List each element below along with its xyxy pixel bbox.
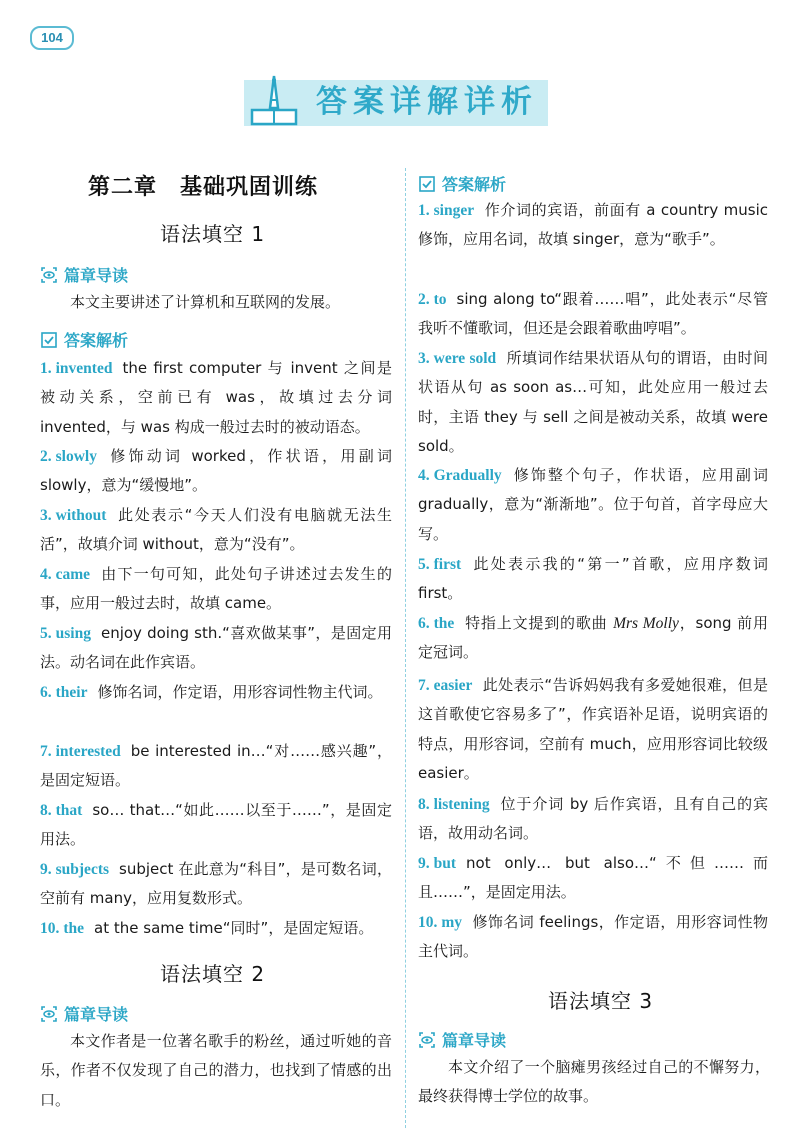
answer-word: Gradually [433,467,502,484]
answer-key [418,202,474,219]
answer-key [40,507,106,524]
answer-key [40,743,121,760]
answer-word: using [55,625,91,642]
explanation-text: subject 在此意为“科目”，是可数名词，空前有 many，应用复数形式。 [40,860,392,908]
answer-key [40,625,91,642]
answer-key [418,556,461,573]
answer-number: 9. [418,855,430,872]
answer-word: first [433,556,462,573]
answer-word: listening [433,796,490,813]
answer-item [418,344,768,462]
answer-number: 5. [418,556,430,573]
answer-item [418,550,768,609]
answer-word: subjects [55,861,110,878]
answer-word: to [433,291,447,308]
explanation-text: not only… but also…“不但……而且……”，是固定用法。 [418,854,768,902]
answer-item [418,849,768,908]
page-number: 104 [30,26,74,50]
answer-word: that [55,802,83,819]
answer-key [418,467,502,484]
answers-heading-left [40,328,128,351]
answer-key [40,802,82,819]
guide-text-2: 本文作者是一位著名歌手的粉丝，通过听她的音乐，作者不仅发现了自己的潜力，也找到了情感的出口。 [40,1032,392,1109]
section-title-3: 语法填空 3 [548,989,654,1013]
answer-key [40,920,84,937]
section-title-2: 语法填空 2 [160,962,266,986]
explanation-text: sing along to“跟着……唱”，此处表示“尽管我听不懂歌词，但还是会跟着歌曲哼唱”。 [418,290,768,338]
guide-text-1: 本文主要讲述了计算机和互联网的发展。 [70,293,341,311]
answer-word: were sold [433,350,497,367]
answer-word: invented [55,360,113,377]
explanation-text: 修饰名词 feelings，作定语，用形容词性物主代词。 [418,913,768,961]
guide-heading-2 [40,1002,128,1025]
eye-icon [418,1031,436,1049]
answer-word: my [441,914,463,931]
answer-word: the [63,920,85,937]
chapter-title: 第二章 基础巩固训练 [88,175,319,200]
answer-key [418,855,456,872]
explanation-text: 此处表示“告诉妈妈我有多爱她很难，但是这首歌使它容易多了”，作宾语补足语，说明宾语的特点，用形容词，空前有 much，应用形容词比较级 easier。 [418,676,768,783]
answer-key [40,360,112,377]
answers-label-left: 答案解析 [64,331,129,350]
answer-key [418,796,490,813]
answer-number: 4. [418,467,430,484]
answer-key [418,615,454,632]
book-pencil-icon [248,70,300,130]
answer-number: 6. [40,684,52,701]
answer-item [40,737,392,796]
answer-item [40,501,392,560]
answer-number: 8. [418,796,430,813]
answer-key [40,861,109,878]
answer-item [40,855,392,914]
answers-label-right: 答案解析 [442,175,507,194]
answer-key [418,291,447,308]
answer-item [418,790,768,849]
answer-word: the [433,615,455,632]
guide-label-1: 篇章导读 [64,266,129,285]
answer-item [40,678,392,707]
answer-number: 1. [418,202,430,219]
answer-number: 5. [40,625,52,642]
explanation-after: ，song 前用定冠词。 [418,614,768,662]
answer-number: 7. [418,677,430,694]
answer-number: 8. [40,802,52,819]
answer-item [40,914,392,943]
explanation-text: the first computer 与 invent 之间是被动关系，空前已有 was，故填过去分词 invented，与 was 构成一般过去时的被动语态。 [40,359,392,436]
answer-key [40,684,87,701]
answer-item [40,354,392,442]
answer-item [40,796,392,855]
explanation-text: 由下一句可知，此处句子讲述过去发生的事，应用一般过去时，故填 came。 [40,565,392,613]
guide-label-3: 篇章导读 [442,1031,507,1050]
answer-item [40,560,392,619]
answer-number: 6. [418,615,430,632]
answer-item [418,609,768,668]
answer-key [40,448,97,465]
answer-number: 9. [40,861,52,878]
section-title-1: 语法填空 1 [160,222,266,246]
answer-item [418,196,768,255]
answers-heading-right [418,172,506,195]
answer-word: easier [433,677,473,694]
answer-number: 7. [40,743,52,760]
answer-key [418,677,472,694]
header-title: 答案详解详析 [316,84,538,120]
guide-heading-3 [418,1028,506,1051]
explanation-text: so… that…“如此……以至于……”，是固定用法。 [40,801,392,849]
checkbox-icon [40,331,58,349]
answer-word: came [55,566,91,583]
answer-number: 1. [40,360,52,377]
answer-word: without [55,507,107,524]
answer-number: 2. [418,291,430,308]
guide-heading-1 [40,263,128,286]
column-divider [405,168,406,1128]
explanation-text: 此处表示“今天人们没有电脑就无法生活”，故填介词 without，意为“没有”。 [40,506,392,554]
answer-item [418,908,768,967]
answer-item [418,671,768,789]
checkbox-icon [418,175,436,193]
explanation-text: enjoy doing sth.“喜欢做某事”，是固定用法。动名词在此作宾语。 [40,624,392,672]
answer-number: 3. [40,507,52,524]
eye-icon [40,1005,58,1023]
answer-key [40,566,90,583]
answer-key [418,914,462,931]
answer-item [418,285,768,344]
explanation-italic: Mrs Molly [613,615,679,632]
explanation-text: be interested in…“对……感兴趣”，是固定短语。 [40,742,392,790]
guide-label-2: 篇章导读 [64,1005,129,1024]
explanation-before: 特指上文提到的歌曲 [464,614,614,632]
answer-key [418,350,496,367]
answer-word: interested [55,743,121,760]
explanation-text: at the same time“同时”，是固定短语。 [94,919,374,937]
answer-number: 10. [418,914,438,931]
answer-number: 10. [40,920,60,937]
explanation-text: 所填词作结果状语从句的谓语，由时间状语从句 as soon as…可知，此处应用一般过去时，主语 they 与 sell 之间是被动关系，故填 were sold。 [418,349,768,456]
answer-item [40,619,392,678]
explanation-text: 此处表示我的“第一”首歌，应用序数词 first。 [418,555,768,603]
answer-item [418,461,768,549]
guide-text-3: 本文介绍了一个脑瘫男孩经过自己的不懈努力，最终获得博士学位的故事。 [418,1058,770,1106]
answer-number: 3. [418,350,430,367]
answer-word: slowly [55,448,97,465]
explanation-text: 作介词的宾语，前面有 a country music 修饰，应用名词，故填 singer，意为“歌手”。 [418,201,768,249]
explanation-text: 修饰名词，作定语，用形容词性物主代词。 [97,683,383,701]
answer-word: but [433,855,457,872]
answer-number: 2. [40,448,52,465]
answer-word: singer [433,202,475,219]
answer-item [40,442,392,501]
eye-icon [40,266,58,284]
explanation-text: 修饰整个句子，作状语，应用副词 gradually，意为“渐渐地”。位于句首，首字母应大写。 [418,466,768,543]
explanation-text: 位于介词 by 后作宾语，且有自己的宾语，故用动名词。 [418,795,768,843]
answer-number: 4. [40,566,52,583]
answer-word: their [55,684,88,701]
explanation-text: 修饰动词 worked，作状语，用副词 slowly，意为“缓慢地”。 [40,447,392,495]
